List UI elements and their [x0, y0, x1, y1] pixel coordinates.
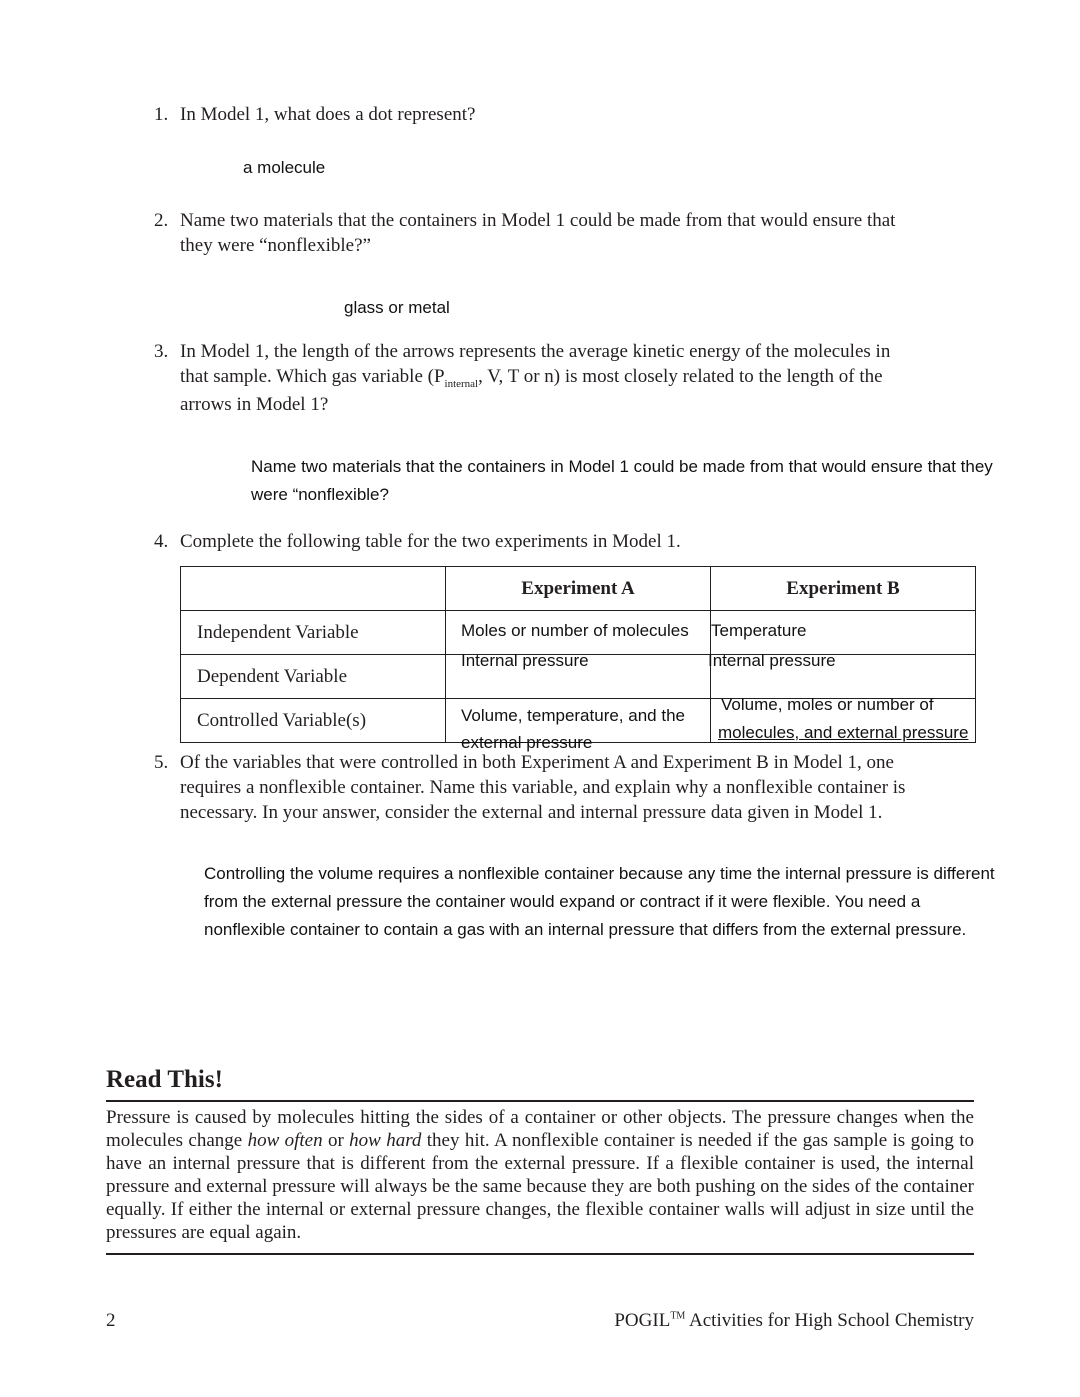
- header-experiment-a: Experiment A: [446, 567, 711, 611]
- cell-answer: Volume, temperature, and the: [461, 706, 685, 725]
- question-text: Complete the following table for the two experiments in Model 1.: [180, 531, 681, 552]
- answer-line: were “nonflexible?: [251, 485, 389, 504]
- question-1: [154, 102, 984, 127]
- divider-top: [106, 1100, 974, 1102]
- question-4: [154, 529, 984, 554]
- question-text-line: , V, T or n) is most closely related to the length of the: [478, 366, 883, 387]
- answer-5: [204, 860, 995, 944]
- question-text: In Model 1, what does a dot represent?: [180, 104, 476, 125]
- question-text-line: requires a nonflexible container. Name this variable, and explain why a nonflexible container is: [180, 777, 906, 798]
- answer-line: Name two materials that the containers in Model 1 could be made from that would ensure that they: [251, 457, 993, 476]
- question-number: 2.: [154, 210, 169, 231]
- row-label: Dependent Variable: [181, 655, 446, 699]
- table-header-row: [181, 567, 976, 611]
- answer-line: nonflexible container to contain a gas with an internal pressure that differs from the external pressure.: [204, 920, 967, 939]
- cell-experiment-b[interactable]: [711, 695, 976, 743]
- page-number: 2: [106, 1310, 116, 1331]
- question-number: 5.: [154, 752, 169, 773]
- question-text-line: Of the variables that were controlled in both Experiment A and Experiment B in Model 1, one: [180, 752, 894, 773]
- question-text-line: Name two materials that the containers in Model 1 could be made from that would ensure that: [180, 210, 896, 231]
- footer-title: POGIL™ Activities for High School Chemistry: [614, 1310, 974, 1331]
- answer-line: from the external pressure the container would expand or contract if it were flexible. You need a: [204, 892, 921, 911]
- table-row: [181, 699, 976, 743]
- question-text-line: they were “nonflexible?”: [180, 235, 371, 256]
- question-3: [154, 339, 984, 414]
- trademark: TM: [670, 1310, 686, 1322]
- question-text-line: necessary. In your answer, consider the external and internal pressure data given in Model 1.: [180, 802, 883, 823]
- question-number: 4.: [154, 531, 169, 552]
- header-experiment-b: Experiment B: [711, 567, 976, 611]
- divider-bottom: [106, 1253, 974, 1255]
- answer-1: a molecule: [243, 158, 326, 177]
- row-label: Controlled Variable(s): [181, 699, 446, 743]
- emphasis: how hard: [349, 1130, 422, 1151]
- table-corner-cell: [181, 567, 446, 611]
- cell-experiment-a[interactable]: [446, 651, 711, 699]
- question-text-line: arrows in Model 1?: [180, 394, 329, 415]
- cell-answer: external pressure: [461, 733, 593, 752]
- row-label: Independent Variable: [181, 611, 446, 655]
- question-text-line: that sample. Which gas variable (P: [180, 366, 445, 387]
- cell-answer: Moles or number of molecules: [461, 621, 689, 640]
- cell-answer: molecules, and external pressure: [718, 723, 969, 742]
- read-this-body: Pressure is caused by molecules hitting the sides of a container or other objects. The pressure changes when the molecules change how often or how hard they hit. A nonflexible container is needed if the gas sample is going to have an internal pressure that is different from the external pressure. If a flexible container is used, the internal pressure and external pressure will always be the same because they are both pushing on the sides of the container equally. If either the internal or external pressure changes, the flexible container walls will adjust in size until the pressures are equal again.: [106, 1107, 974, 1243]
- emphasis: how often: [247, 1130, 323, 1151]
- question-number: 1.: [154, 104, 169, 125]
- question-text-line: In Model 1, the length of the arrows represents the average kinetic energy of the molecules in: [180, 341, 891, 362]
- answer-3: [251, 453, 993, 509]
- question-number: 3.: [154, 341, 169, 362]
- answer-line: Controlling the volume requires a nonflexible container because any time the internal pressure is different: [204, 864, 995, 883]
- question-5: [154, 750, 984, 825]
- cell-answer: Internal pressure: [708, 651, 836, 670]
- cell-answer: Internal pressure: [461, 651, 589, 670]
- read-this-heading: Read This!: [106, 1066, 223, 1093]
- cell-answer: Volume, moles or number of: [721, 695, 934, 714]
- subscript-internal: internal: [444, 378, 479, 390]
- question-2: [154, 208, 984, 258]
- cell-experiment-a[interactable]: [446, 699, 711, 752]
- cell-answer: Temperature: [711, 621, 807, 640]
- answer-2: glass or metal: [344, 298, 450, 317]
- experiment-table: [180, 566, 976, 752]
